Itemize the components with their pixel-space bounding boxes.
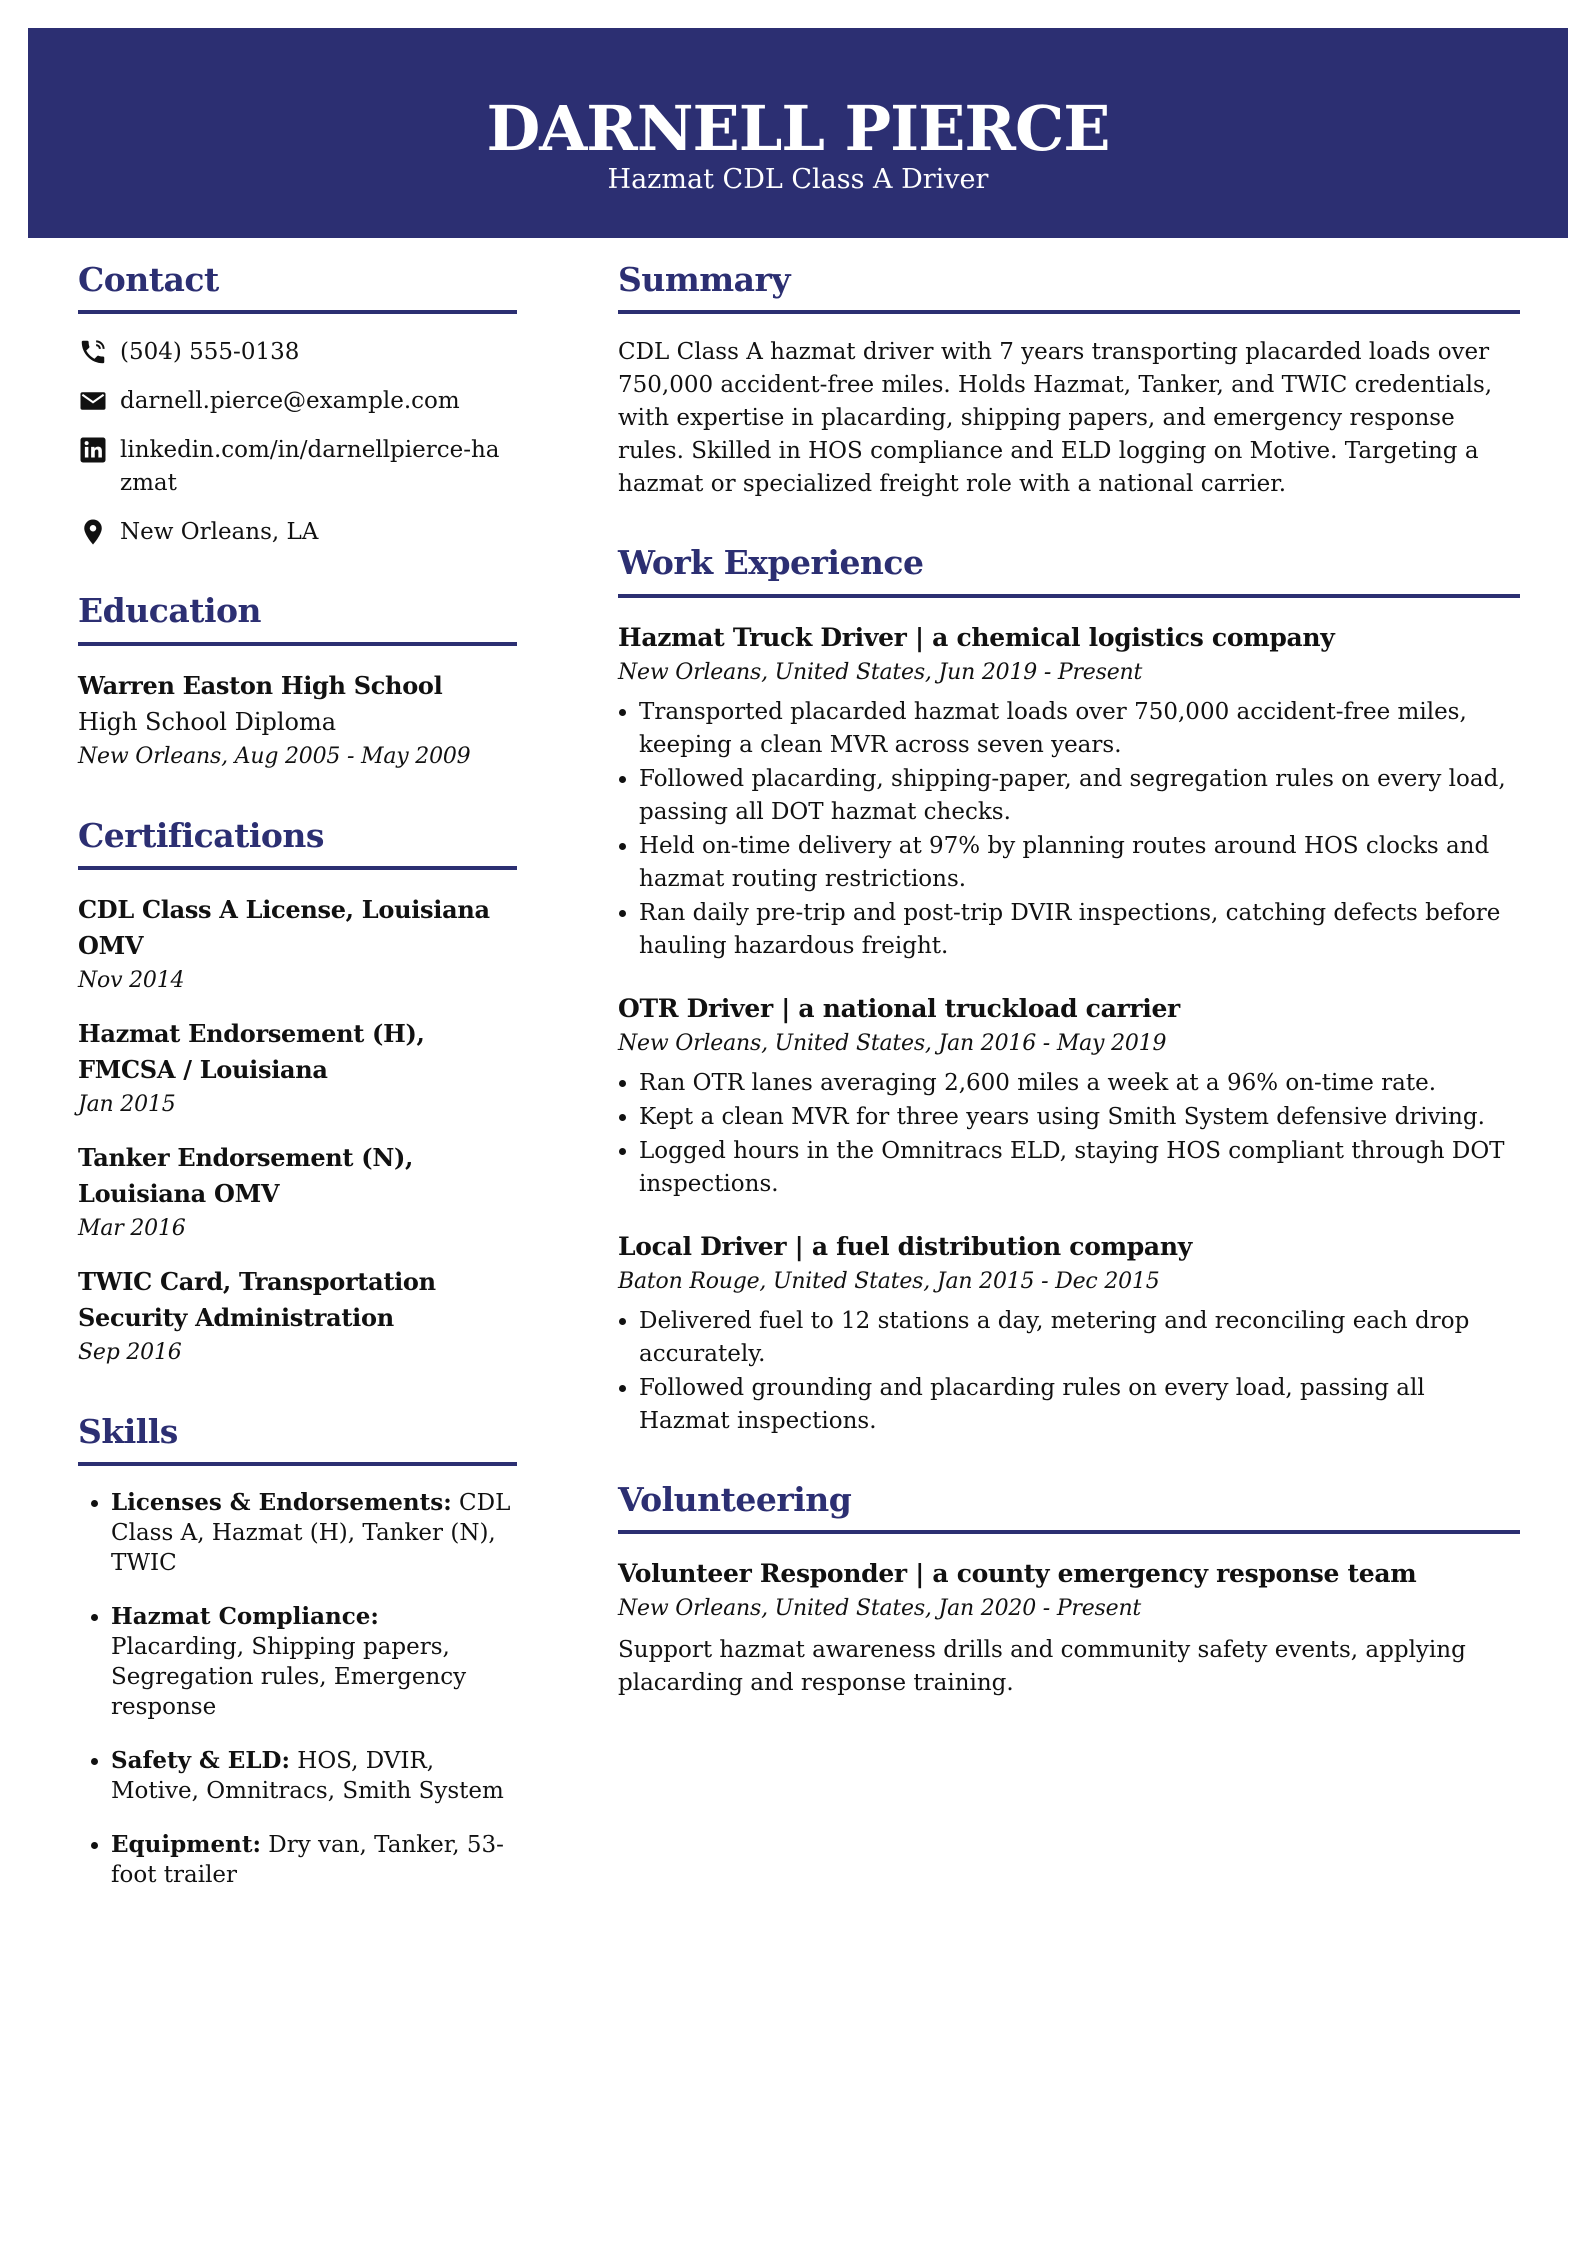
skills-heading: Skills xyxy=(78,1414,517,1466)
contact-email[interactable]: darnell.pierce@example.com xyxy=(120,388,460,415)
experience-section xyxy=(618,545,1520,1437)
job-title: Hazmat Truck Driver | a chemical logistics company xyxy=(618,622,1335,652)
contact-section xyxy=(78,262,517,549)
skill-label: Safety & ELD: xyxy=(111,1747,290,1775)
skill-item xyxy=(111,1830,517,1890)
summary-text: CDL Class A hazmat driver with 7 years transporting placarded loads over 750,000 accident-free miles. Holds Hazmat, Tanker, and TWIC credentials, with expertise in placarding, shipping papers, and emergency response rules. Skilled in HOS compliance and ELD logging on Motive. Targeting a hazmat or specialized freight role with a national carrier. xyxy=(618,339,1493,498)
job-title: Local Driver | a fuel distribution company xyxy=(618,1231,1192,1261)
certification-date: Sep 2016 xyxy=(78,1339,182,1365)
certification-item xyxy=(78,1016,517,1122)
job-bullet: • Kept a clean MVR for three years using Smith System defensive driving. xyxy=(639,1101,1520,1134)
left-column xyxy=(78,262,517,1934)
contact-location-row xyxy=(78,516,517,549)
certification-name: TWIC Card, Transportation Security Administration xyxy=(78,1266,436,1332)
certification-name: CDL Class A License, Louisiana OMV xyxy=(78,894,490,960)
contact-heading: Contact xyxy=(78,262,517,314)
job-meta: Baton Rouge, United States, Jan 2015 - Dec 2015 xyxy=(618,1268,1160,1294)
volunteering-heading: Volunteering xyxy=(618,1482,1520,1534)
phone-icon xyxy=(78,337,108,367)
volunteer-meta: New Orleans, United States, Jan 2020 - Present xyxy=(618,1595,1142,1621)
certification-item xyxy=(78,892,517,998)
certification-date: Nov 2014 xyxy=(78,967,185,993)
job-meta: New Orleans, United States, Jan 2016 - May 2019 xyxy=(618,1030,1167,1056)
volunteer-text: Support hazmat awareness drills and community safety events, applying placarding and response training. xyxy=(618,1636,1466,1696)
skill-text: HOS, DVIR, Motive, Omnitracs, Smith System xyxy=(111,1748,504,1805)
education-section xyxy=(78,593,517,773)
candidate-title: Hazmat CDL Class A Driver xyxy=(607,164,989,195)
job-bullets xyxy=(618,1067,1520,1201)
certifications-heading: Certifications xyxy=(78,818,517,870)
skills-section xyxy=(78,1411,517,1890)
skill-label: Licenses & Endorsements: xyxy=(111,1489,452,1517)
certification-item xyxy=(78,1264,517,1370)
contact-email-row xyxy=(78,385,517,418)
contact-linkedin-row xyxy=(78,434,517,500)
job-bullet: • Logged hours in the Omnitracs ELD, staying HOS compliant through DOT inspections. xyxy=(639,1135,1520,1201)
contact-location: New Orleans, LA xyxy=(120,519,319,546)
skill-text: Placarding, Shipping papers, Segregation rules, Emergency response xyxy=(111,1634,467,1721)
job-bullet: • Delivered fuel to 12 stations a day, metering and reconciling each drop accurately. xyxy=(639,1305,1520,1371)
contact-phone-row xyxy=(78,336,517,369)
volunteer-title: Volunteer Responder | a county emergency response team xyxy=(618,1558,1417,1588)
certification-date: Jan 2015 xyxy=(78,1091,176,1117)
skill-text: CDL Class A, Hazmat (H), Tanker (N), TWIC xyxy=(111,1490,511,1577)
job-bullets xyxy=(618,1305,1520,1438)
skill-item xyxy=(111,1602,517,1722)
job-bullet: • Followed placarding, shipping-paper, and segregation rules on every load, passing all DOT hazmat checks. xyxy=(639,763,1520,829)
job-bullet: • Followed grounding and placarding rules on every load, passing all Hazmat inspections. xyxy=(639,1372,1520,1438)
skills-list xyxy=(78,1488,517,1890)
summary-section xyxy=(618,262,1520,501)
candidate-name: DARNELL PIERCE xyxy=(486,92,1110,165)
contact-linkedin[interactable]: linkedin.com/in/darnellpierce-hazmat xyxy=(120,437,500,497)
education-meta: New Orleans, Aug 2005 - May 2009 xyxy=(78,743,471,769)
location-pin-icon xyxy=(78,517,108,547)
summary-heading: Summary xyxy=(618,262,1520,314)
right-column xyxy=(618,262,1520,1744)
certifications-section xyxy=(78,815,517,1370)
skill-item xyxy=(111,1746,517,1806)
volunteering-section xyxy=(618,1479,1520,1700)
resume-header xyxy=(28,28,1568,238)
job-title: OTR Driver | a national truckload carrier xyxy=(618,993,1180,1023)
job-bullet: • Transported placarded hazmat loads over 750,000 accident-free miles, keeping a clean MVR across seven years. xyxy=(639,696,1520,762)
skill-text: Dry van, Tanker, 53-foot trailer xyxy=(111,1832,504,1889)
job-bullets xyxy=(618,696,1520,963)
job-entry xyxy=(618,620,1520,963)
experience-heading: Work Experience xyxy=(618,545,1520,597)
job-entry xyxy=(618,991,1520,1201)
skill-item xyxy=(111,1488,517,1578)
certification-date: Mar 2016 xyxy=(78,1215,186,1241)
job-meta: New Orleans, United States, Jun 2019 - Present xyxy=(618,659,1143,685)
contact-phone[interactable]: (504) 555-0138 xyxy=(120,339,300,366)
education-school: Warren Easton High School xyxy=(78,670,443,700)
certification-name: Tanker Endorsement (N), Louisiana OMV xyxy=(78,1142,414,1208)
job-bullet: • Ran OTR lanes averaging 2,600 miles a week at a 96% on-time rate. xyxy=(639,1067,1520,1100)
skill-label: Equipment: xyxy=(111,1831,261,1859)
mail-icon xyxy=(78,386,108,416)
education-degree: High School Diploma xyxy=(78,707,337,736)
education-heading: Education xyxy=(78,593,517,645)
job-bullet: • Held on-time delivery at 97% by planning routes around HOS clocks and hazmat routing restrictions. xyxy=(639,830,1520,896)
skill-label: Hazmat Compliance: xyxy=(111,1603,379,1631)
job-bullet: • Ran daily pre-trip and post-trip DVIR inspections, catching defects before hauling hazardous freight. xyxy=(639,897,1520,963)
certification-name: Hazmat Endorsement (H), FMCSA / Louisiana xyxy=(78,1018,425,1084)
certification-item xyxy=(78,1140,517,1246)
job-entry xyxy=(618,1229,1520,1438)
linkedin-icon xyxy=(78,435,108,465)
